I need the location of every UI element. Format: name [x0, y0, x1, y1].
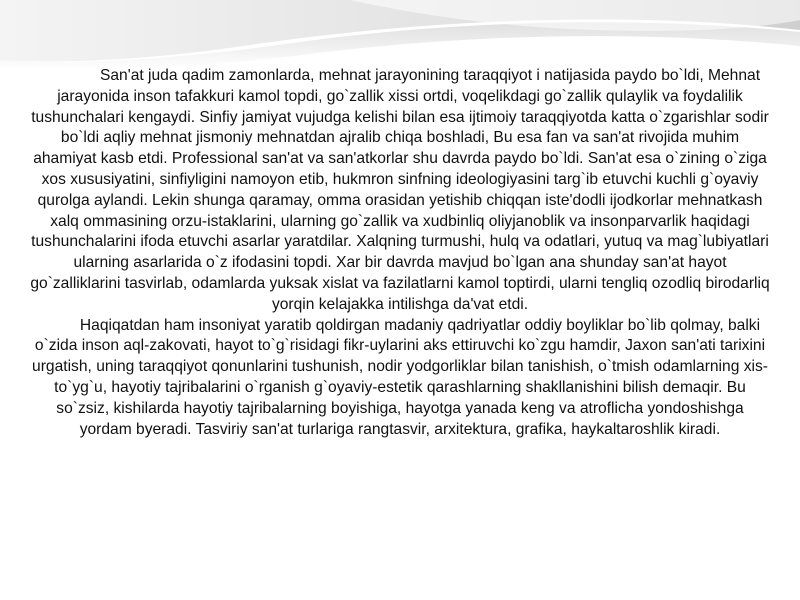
body-text	[30, 66, 770, 440]
paragraph-1: San'at juda qadim zamonlarda, mehnat jarayonining taraqqiyot i natijasida paydo bo`ldi, Mehnat jarayonida inson tafakkuri kamol topdi, go`zallik xissi ortdi, voqelikdagi go`zallik qulaylik va foydalilik tushunchalari kengaydi. Sinfiy jamiyat vujudga kelishi bilan esa ijtimoiy taraqqiyotda katta o`zgarishlar sodir bo`ldi aqliy mehnat jismoniy mehnatdan ajralib chiqa boshladi, Bu esa fan va san'at rivojida muhim ahamiyat kasb etdi. Professional san'at va san'atkorlar shu davrda paydo bo`ldi. San'at esa o`zining o`ziga xos xususiyatini, sinfiyligini namoyon etib, hukmron sinfning ideologiyasini targ`ib etuvchi kuchli g`oyaviy qurolga aylandi. Lekin shunga qaramay, omma orasidan yetishib chiqqan iste'dodli ijodkorlar mehnatkash xalq ommasining orzu-istaklarini, ularning go`zallik va xudbinliq oliyjanoblik va insonparvarlik haqidagi tushunchalarini ifoda etuvchi asarlar yaratdilar. Xalqning turmushi, hulq va odatlari, yutuq va mag`lubiyatlari ularning asarlarida o`z ifodasini topdi. Xar bir davrda mavjud bo`lgan ana shunday san'at hayot go`zalliklarini tasvirlab, odamlarda yuksak xislat va fazilatlarni kamol toptirdi, ularni tengliq ozodliq birodarliq yorqin kelajakka intilishga da'vat etdi.	[30, 67, 770, 313]
paragraph-2: Haqiqatdan ham insoniyat yaratib qoldirgan madaniy qadriyatlar oddiy boyliklar bo`lib qolmay, balki o`zida inson aql-zakovati, hayot to`g`risidagi fikr-uylarini aks ettiruvchi ko`zgu hamdir, Jaxon san'ati tarixini urgatish, uning taraqqiyot qonunlarini tushunish, nodir yodgorliklar bilan tanishish, o`tmish odamlarning xis-to`yg`u, hayotiy tajribalarini o`rganish g`oyaviy-estetik qarashlarning shakllanishini bilish demaqir. Bu so`zsiz, kishilarda hayotiy tajribalarning boyishiga, hayotga yanada keng va atroflicha yondoshishga yordam byeradi. Tasviriy san'at turlariga rangtasvir, arxitektura, grafika, haykaltaroshlik kiradi.	[32, 316, 768, 438]
